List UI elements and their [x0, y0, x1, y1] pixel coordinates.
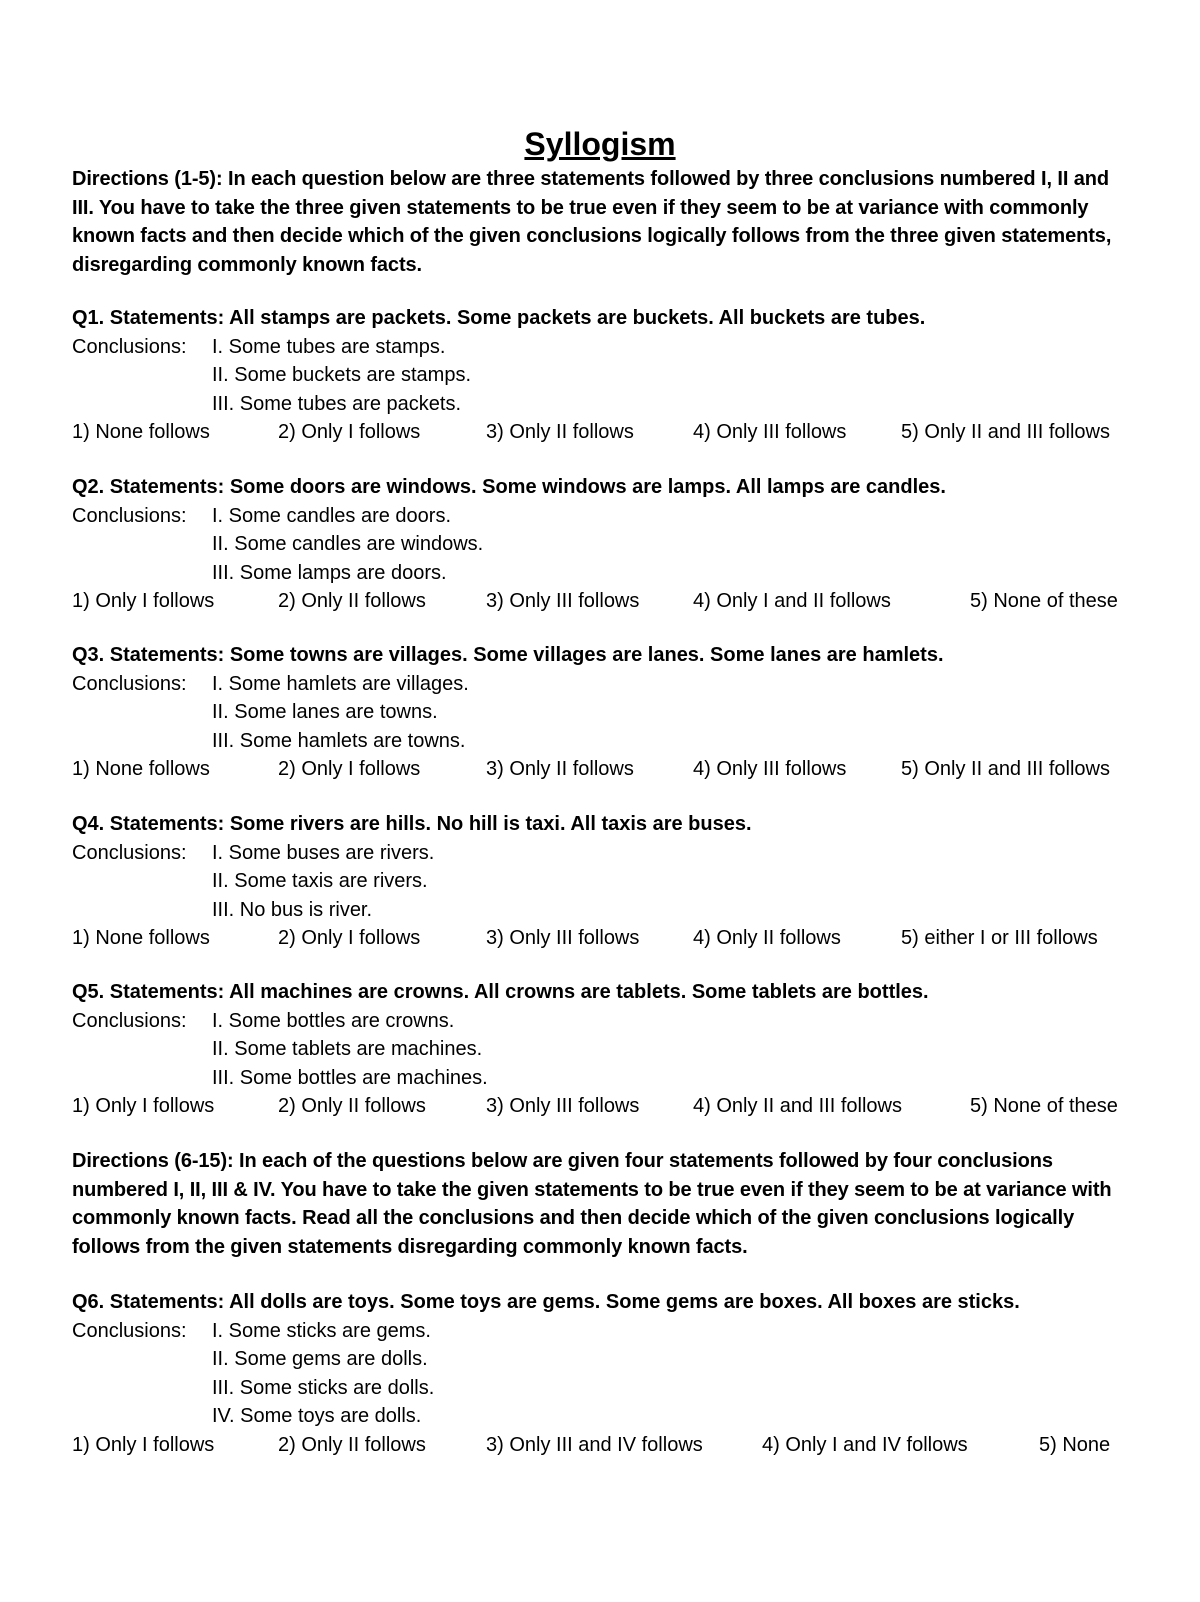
option-2: 2) Only II follows: [278, 590, 426, 612]
question-5: [72, 978, 1152, 1121]
conclusion-1: I. Some sticks are gems.: [212, 1319, 431, 1342]
question-1: [72, 304, 1152, 447]
option-2: 2) Only I follows: [278, 927, 421, 949]
conclusions-label: Conclusions:: [72, 335, 187, 358]
conclusion-2: II. Some gems are dolls.: [212, 1348, 428, 1370]
conclusion-1: I. Some buses are rivers.: [212, 841, 435, 864]
question-statement: Q2. Statements: Some doors are windows. Some windows are lamps. All lamps are candles.: [72, 476, 946, 498]
option-3: 3) Only II follows: [486, 758, 634, 780]
option-3: 3) Only III follows: [486, 590, 640, 612]
option-3: 3) Only II follows: [486, 421, 634, 443]
option-4: 4) Only III follows: [693, 758, 847, 780]
page-title: Syllogism: [524, 126, 676, 162]
option-1: 1) Only I follows: [72, 1095, 215, 1117]
conclusion-3: III. Some tubes are packets.: [212, 392, 462, 415]
option-4: 4) Only II follows: [693, 927, 841, 949]
option-5: 5) either I or III follows: [901, 927, 1098, 949]
option-2: 2) Only I follows: [278, 421, 421, 443]
conclusion-1: I. Some tubes are stamps.: [212, 335, 446, 358]
question-statement: Q3. Statements: Some towns are villages. Some villages are lanes. Some lanes are hamlets.: [72, 644, 944, 666]
question-statement: Q4. Statements: Some rivers are hills. No hill is taxi. All taxis are buses.: [72, 813, 752, 835]
answer-options: [72, 924, 1152, 953]
answer-options: [72, 1092, 1152, 1121]
question-statement: Q1. Statements: All stamps are packets. Some packets are buckets. All buckets are tubes.: [72, 307, 926, 329]
option-3: 3) Only III follows: [486, 1095, 640, 1117]
question-statement: Q6. Statements: All dolls are toys. Some toys are gems. Some gems are boxes. All boxes are sticks.: [72, 1291, 1020, 1313]
directions-6-15: Directions (6-15): In each of the questions below are given four statements followed by four conclusions numbered I, II, III & IV. You have to take the given statements to be true even if they seem to be at variance with commonly known facts. Read all the conclusions and then decide which of the given conclusions logically follows from the given statements disregarding commonly known facts.: [72, 1150, 1112, 1258]
conclusion-3: III. Some hamlets are towns.: [212, 729, 466, 752]
conclusions-label: Conclusions:: [72, 1319, 187, 1342]
conclusion-2: II. Some candles are windows.: [212, 533, 484, 555]
option-1: 1) None follows: [72, 927, 210, 949]
conclusion-2: II. Some buckets are stamps.: [212, 364, 471, 386]
answer-options: [72, 418, 1152, 447]
option-5: 5) Only II and III follows: [901, 758, 1110, 780]
question-4: [72, 810, 1152, 953]
conclusion-3: III. Some sticks are dolls.: [212, 1376, 435, 1399]
option-4: 4) Only II and III follows: [693, 1095, 902, 1117]
option-5: 5) None of these: [970, 590, 1118, 612]
option-1: 1) Only I follows: [72, 590, 215, 612]
conclusion-1: I. Some bottles are crowns.: [212, 1009, 455, 1032]
question-statement: Q5. Statements: All machines are crowns. All crowns are tablets. Some tablets are bottles.: [72, 981, 929, 1003]
conclusion-1: I. Some hamlets are villages.: [212, 672, 469, 695]
conclusion-3: III. Some lamps are doors.: [212, 561, 447, 584]
conclusion-2: II. Some lanes are towns.: [212, 701, 438, 723]
question-6: [72, 1288, 1152, 1459]
option-5: 5) None: [1039, 1433, 1111, 1456]
conclusions-label: Conclusions:: [72, 504, 187, 527]
option-4: 4) Only I and IV follows: [762, 1433, 968, 1456]
option-2: 2) Only II follows: [278, 1433, 426, 1456]
option-1: 1) Only I follows: [72, 1433, 215, 1456]
conclusions-label: Conclusions:: [72, 1009, 187, 1032]
answer-options: [72, 755, 1152, 784]
directions-1-5: Directions (1-5): In each question below are three statements followed by three conclusions numbered I, II and III. You have to take the three given statements to be true even if they seem to be at variance with commonly known facts and then decide which of the given conclusions logically follows from the three given statements, disregarding commonly known facts.: [72, 168, 1112, 276]
conclusion-2: II. Some taxis are rivers.: [212, 870, 428, 892]
conclusions-label: Conclusions:: [72, 841, 187, 864]
option-2: 2) Only II follows: [278, 1095, 426, 1117]
option-1: 1) None follows: [72, 421, 210, 443]
option-2: 2) Only I follows: [278, 758, 421, 780]
conclusion-4: IV. Some toys are dolls.: [212, 1405, 422, 1427]
question-3: [72, 641, 1152, 784]
option-5: 5) None of these: [970, 1095, 1118, 1117]
option-4: 4) Only III follows: [693, 421, 847, 443]
option-4: 4) Only I and II follows: [693, 590, 891, 612]
option-5: 5) Only II and III follows: [901, 421, 1110, 443]
option-1: 1) None follows: [72, 758, 210, 780]
answer-options: [72, 587, 1152, 616]
conclusion-2: II. Some tablets are machines.: [212, 1038, 483, 1060]
conclusions-label: Conclusions:: [72, 672, 187, 695]
conclusion-3: III. Some bottles are machines.: [212, 1066, 488, 1089]
conclusion-1: I. Some candles are doors.: [212, 504, 452, 527]
option-3: 3) Only III and IV follows: [486, 1433, 703, 1456]
conclusion-3: III. No bus is river.: [212, 898, 373, 921]
answer-options: [72, 1431, 1152, 1460]
question-2: [72, 473, 1152, 616]
option-3: 3) Only III follows: [486, 927, 640, 949]
